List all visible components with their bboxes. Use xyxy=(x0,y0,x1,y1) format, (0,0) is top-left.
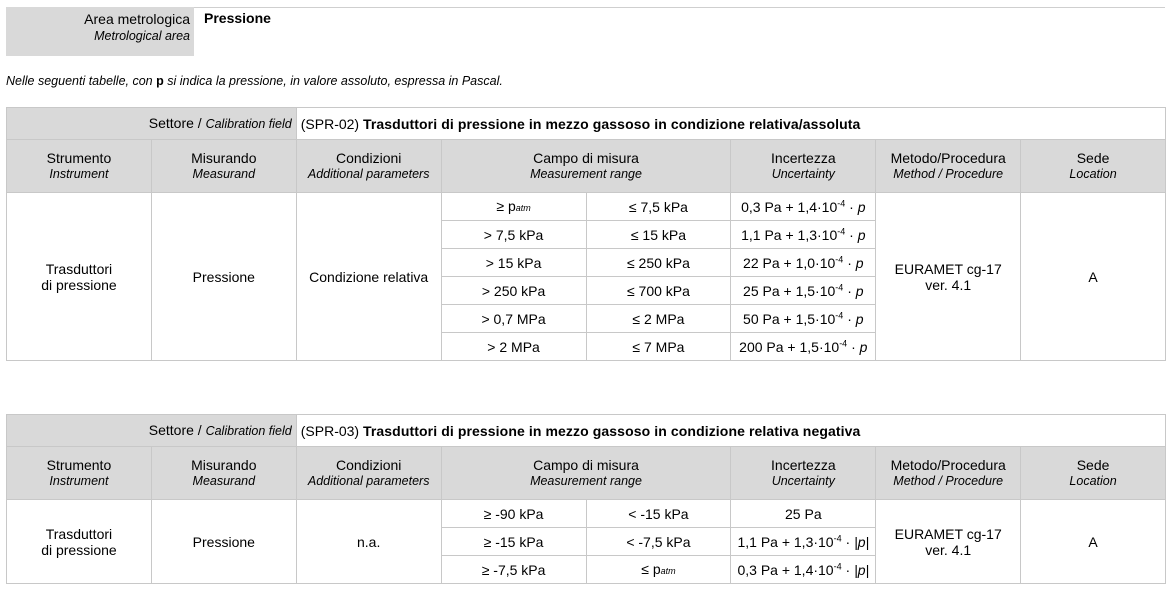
location-cell: A xyxy=(1021,500,1166,584)
header-range: Campo di misura Measurement range xyxy=(441,140,731,193)
uncertainty-cell: 0,3 $Pa + 1,4\cdot 10^{-4} \cdot |p|$ xyxy=(731,556,876,584)
header-conditions: Condizioni Additional parameters xyxy=(296,140,441,193)
conditions-cell: Condizione relativa xyxy=(296,193,441,361)
range-from-cell: > 7,5 kPa xyxy=(441,221,586,249)
column-header-row xyxy=(7,140,1166,193)
header-instrument: Strumento Instrument xyxy=(7,140,152,193)
header-location: Sede Location xyxy=(1021,140,1166,193)
instrument-cell: Trasduttori di pressione xyxy=(7,500,152,584)
range-to-cell: ≤ 7,5 kPa xyxy=(586,193,731,221)
metrological-area-label xyxy=(6,7,194,56)
metrological-area-value: Pressione xyxy=(204,10,271,26)
conditions-cell: n.a. xyxy=(296,500,441,584)
range-from-cell: > 250 kPa xyxy=(441,277,586,305)
header-measurand: Misurando Measurand xyxy=(151,140,296,193)
header-location: Sede Location xyxy=(1021,447,1166,500)
uncertainty-cell: 25 Pa xyxy=(731,500,876,528)
calibration-field-row xyxy=(7,415,1166,447)
table-row xyxy=(7,193,1166,221)
uncertainty-cell: 1,1 $Pa + 1,3\cdot 10^{-4} \cdot p$ xyxy=(731,221,876,249)
range-to-cell: ≤ patm xyxy=(586,556,731,584)
range-to-cell: ≤ 700 kPa xyxy=(586,277,731,305)
range-to-cell: ≤ 15 kPa xyxy=(586,221,731,249)
method-cell: EURAMET cg-17 ver. 4.1 xyxy=(876,500,1021,584)
range-to-cell: ≤ 7 MPa xyxy=(586,333,731,361)
range-from-cell: ≥ -7,5 kPa xyxy=(441,556,586,584)
instrument-cell: Trasduttori di pressione xyxy=(7,193,152,361)
range-to-cell: ≤ 250 kPa xyxy=(586,249,731,277)
method-cell: EURAMET cg-17 ver. 4.1 xyxy=(876,193,1021,361)
measurand-cell: Pressione xyxy=(151,500,296,584)
intro-note: Nelle seguenti tabelle, con p si indica la pressione, in valore assoluto, espressa in Pascal. xyxy=(6,74,503,88)
calibration-field-title: (SPR-03) Trasduttori di pressione in mezzo gassoso in condizione relativa negativa xyxy=(296,415,1165,447)
header-uncertainty: Incertezza Uncertainty xyxy=(731,140,876,193)
range-from-cell: > 0,7 MPa xyxy=(441,305,586,333)
header-range: Campo di misura Measurement range xyxy=(441,447,731,500)
calibration-field-row xyxy=(7,108,1166,140)
header-method: Metodo/Procedura Method / Procedure xyxy=(876,140,1021,193)
range-from-cell: ≥ -90 kPa xyxy=(441,500,586,528)
header-method: Metodo/Procedura Method / Procedure xyxy=(876,447,1021,500)
header-uncertainty: Incertezza Uncertainty xyxy=(731,447,876,500)
area-label-it: Area metrologica xyxy=(84,11,190,27)
range-from-cell: > 15 kPa xyxy=(441,249,586,277)
range-to-cell: < -15 kPa xyxy=(586,500,731,528)
uncertainty-cell: 22 $Pa + 1,0\cdot 10^{-4} \cdot p$ xyxy=(731,249,876,277)
location-cell: A xyxy=(1021,193,1166,361)
calibration-field-label: Settore / Calibration field xyxy=(7,108,297,140)
column-header-row xyxy=(7,447,1166,500)
uncertainty-cell: 200 $Pa + 1,5\cdot 10^{-4} \cdot p$ xyxy=(731,333,876,361)
uncertainty-cell: 0,3 $Pa + 1,4\cdot 10^{-4} \cdot p$ xyxy=(731,193,876,221)
measurand-cell: Pressione xyxy=(151,193,296,361)
table-row xyxy=(7,500,1166,528)
header-conditions: Condizioni Additional parameters xyxy=(296,447,441,500)
header-measurand: Misurando Measurand xyxy=(151,447,296,500)
range-from-cell: ≥ patm xyxy=(441,193,586,221)
range-from-cell: ≥ -15 kPa xyxy=(441,528,586,556)
calibration-table xyxy=(6,107,1166,361)
range-to-cell: < -7,5 kPa xyxy=(586,528,731,556)
uncertainty-cell: 1,1 $Pa + 1,3\cdot 10^{-4} \cdot |p|$ xyxy=(731,528,876,556)
range-to-cell: ≤ 2 MPa xyxy=(586,305,731,333)
area-top-rule xyxy=(194,7,1165,8)
uncertainty-cell: 25 $Pa + 1,5\cdot 10^{-4} \cdot p$ xyxy=(731,277,876,305)
range-from-cell: > 2 MPa xyxy=(441,333,586,361)
calibration-field-title: (SPR-02) Trasduttori di pressione in mezzo gassoso in condizione relativa/assoluta xyxy=(296,108,1165,140)
calibration-field-label: Settore / Calibration field xyxy=(7,415,297,447)
calibration-table xyxy=(6,414,1166,584)
uncertainty-cell: 50 $Pa + 1,5\cdot 10^{-4} \cdot p$ xyxy=(731,305,876,333)
area-label-en: Metrological area xyxy=(94,29,190,43)
header-instrument: Strumento Instrument xyxy=(7,447,152,500)
